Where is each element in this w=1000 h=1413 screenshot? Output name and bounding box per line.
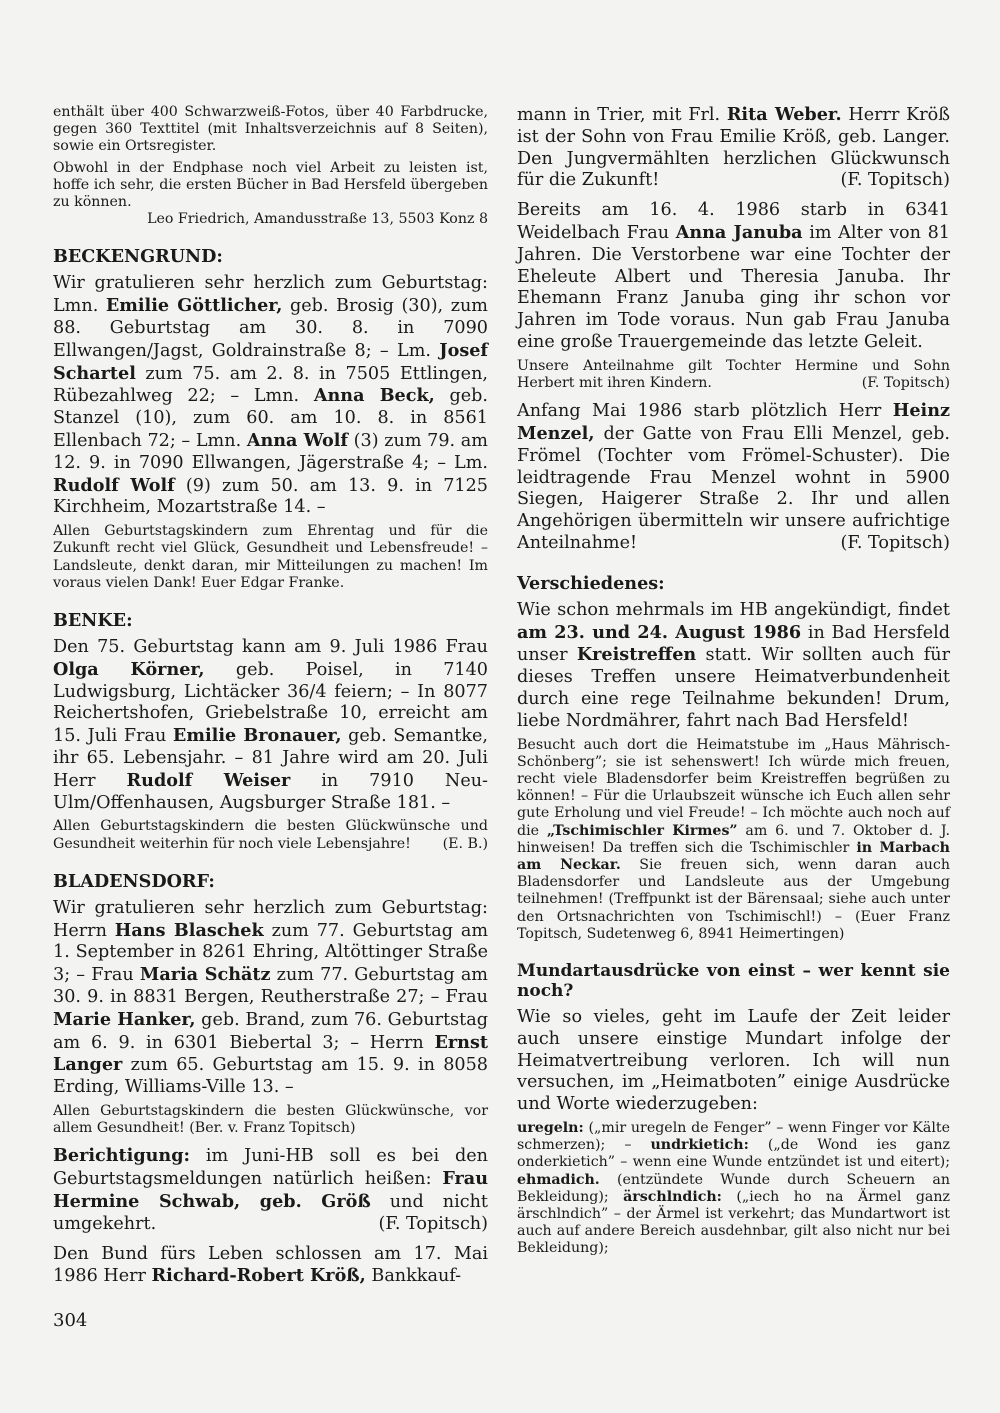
text: zum 77. Geburtstag am 1. September in 8261 Ehring, Altöttinger Straße 3; – Frau — [53, 920, 489, 986]
text: Allen Geburtstagskindern die besten Glückwünsche, vor allem Gesundheit! (Ber. v. Franz Topitsch) — [53, 1102, 488, 1137]
text: Den Bund fürs Leben schlossen am 17. Mai 1986 Herr — [53, 1243, 488, 1287]
text: BECKENGRUND: — [53, 246, 223, 268]
text: Wir gratulieren sehr herzlich zum Geburtstag: Lmn. — [53, 273, 488, 317]
bold-text: Rita Weber. — [726, 104, 842, 125]
text: Sie freuen sich, wenn daran auch Bladensdorfer und Landsleute aus der Umgebung teilnehmen! (Treffpunkt ist der Bärensaal; siehe auch unter den Ortsnachrichten von Tschimischl!) – (Euer Franz Topitsch, Sudetenweg 6, 8941 Heimertingen) — [517, 856, 950, 942]
text: („mir uregeln de Fenger” – wenn Finger vor Kälte schmerzen); – — [517, 1119, 950, 1154]
text: Herrr Kröß ist der Sohn von Frau Emilie Kröß, geb. Langer. Den Jungvermählten herzlichen Glückwunsch für die Zukunft! — [517, 105, 950, 191]
text: zum 75. am 2. 8. in 7505 Ettlingen, Rübezahlweg 22; – Lmn. — [53, 363, 488, 407]
text: geb. Poisel, in 7140 Ludwigsburg, Lichtäcker 36/4 feiern; – In 8077 Reichertshofen, Griebelstraße 10, erreicht am 15. Juli Frau — [53, 659, 488, 747]
paragraph — [53, 1103, 488, 1137]
bold-text: „Tschimischler Kirmes” — [546, 822, 738, 839]
text: geb. Stanzel (10), zum 60. am 10. 8. in 8561 Ellenbach 72; – Lmn. — [53, 386, 489, 451]
bold-text: Berichtigung: — [53, 1145, 191, 1167]
section-heading — [53, 610, 488, 631]
text: mann in Trier, mit Frl. — [517, 105, 727, 125]
text: Wie schon mehrmals im HB angekündigt, findet — [517, 599, 950, 620]
paragraph — [53, 160, 488, 229]
text: Bankkauf- — [365, 1266, 462, 1287]
text: Anfang Mai 1986 starb plötzlich Herr — [517, 401, 893, 422]
text: enthält über 400 Schwarzweiß-Fotos, über 40 Farbdrucke, gegen 360 Texttitel (mit Inhaltsverzeichnis auf 8 Seiten), sowie ein Ortsregister. — [53, 104, 488, 155]
author-signature: (F. Topitsch) — [840, 532, 950, 553]
text: Wie so vieles, geht im Laufe der Zeit leider auch unsere einstige Mundart infolge der Heimatvertreibung verloren. Ich will nun versuchen, im „Heimatboten” einige Ausdrücke und Worte wiederzugeben: — [517, 1006, 950, 1115]
text: am 6. und 7. Oktober d. J. hinweisen! Da treffen sich die Tschimischler — [517, 822, 950, 856]
text: (9) zum 50. am 13. 9. in 7125 Kirchheim, Mozartstraße 14. – — [53, 475, 488, 518]
text: Bereits am 16. 4. 1986 starb in 6341 Weidelbach Frau — [517, 200, 950, 243]
bold-text: Heinz Menzel, — [517, 400, 950, 444]
bold-text: Hans Blaschek — [114, 919, 264, 941]
text: Besucht auch dort die Heimatstube im „Haus Mährisch-Schönberg”; sie ist sehenswert! Ich würde mich freuen, recht viele Bladensdorfer beim Kreistreffen begrüßen zu können! – Für die Urlaubszeit wünsche ich Euch allen sehr gute Erholung und viel Freude! – Ich möchte auch noch auf die — [517, 736, 950, 839]
text: zum 65. Geburtstag am 15. 9. in 8058 Erding, Williams-Ville 13. – — [53, 1055, 488, 1098]
bold-text: Ernst Langer — [53, 1031, 488, 1076]
bold-text: in Marbach am Neckar. — [517, 839, 951, 873]
paragraph — [53, 898, 488, 1099]
bold-text: Anna Januba — [675, 221, 803, 243]
bold-text: Emilie Bronauer, — [172, 725, 342, 747]
bold-text: undrkietich: — [650, 1137, 749, 1154]
author-signature: Leo Friedrich, Amandusstraße 13, 5503 Konz 8 — [147, 211, 488, 228]
bold-text: Anna Beck, — [313, 385, 435, 407]
text: geb. Semantke, ihr 65. Lebensjahr. – 81 Jahre wird am 20. Juli Herr — [53, 726, 488, 791]
bold-text: Kreistreffen — [576, 644, 697, 666]
paragraph — [53, 1244, 488, 1289]
text: (entzündete Wunde durch Scheuern an Bekleidung); — [517, 1171, 950, 1205]
bold-text: Maria Schätz — [139, 964, 271, 986]
text: Den 75. Geburtstag kann am 9. Juli 1986 Frau — [53, 637, 488, 657]
section-heading — [53, 871, 488, 892]
right-column — [517, 104, 950, 1258]
text: Unsere Anteilnahme gilt Tochter Hermine und Sohn Herbert mit ihren Kindern. — [517, 357, 950, 391]
paragraph — [53, 523, 488, 592]
paragraph — [517, 400, 950, 555]
bold-text: Rudolf Weiser — [126, 769, 291, 791]
paragraph — [517, 737, 950, 943]
bold-text: am 23. und 24. August 1986 — [517, 621, 802, 643]
text: Allen Geburtstagskindern die besten Glückwünsche und Gesundheit weiterhin für noch viele Lebensjahre! — [53, 818, 488, 852]
text: geb. Brand, zum 76. Geburtstag am 6. 9. in 6301 Biebertal 3; – Herrn — [53, 1009, 488, 1053]
paragraph — [53, 818, 488, 852]
bold-text: Anna Wolf — [246, 430, 348, 451]
paragraph — [517, 200, 950, 354]
paragraph — [517, 600, 950, 733]
text: in 7910 Neu-Ulm/Offenhausen, Augsburger Straße 181. – — [53, 770, 489, 813]
section-heading — [517, 961, 950, 1001]
text: geb. Brosig (30), zum 88. Geburtstag am 30. 8. in 7090 Ellwangen/Jagst, Goldrainstraße 8; – Lm. — [53, 296, 488, 361]
text: Obwohl in der Endphase noch viel Arbeit zu leisten ist, hoffe ich sehr, die ersten Bücher in Bad Hersfeld übergeben zu können. — [53, 159, 488, 211]
paragraph — [517, 104, 950, 192]
text: BLADENSDORF: — [53, 870, 215, 892]
paragraph — [517, 1120, 950, 1258]
bold-text: ehmadich. — [517, 1171, 600, 1188]
text: (3) zum 79. am 12. 9. in 7090 Ellwangen, Jägerstraße 4; – Lm. — [53, 431, 488, 473]
section-heading — [53, 246, 488, 267]
text: („iech ho na Ärmel ganz ärschlndich” – der Ärmel ist verkehrt; das Mundartwort ist auch auf andere Bereich ausdehnbar, gilt also nicht nur bei Bekleidung); — [517, 1188, 950, 1257]
text: Wir gratulieren sehr herzlich zum Geburtstag: Herrn — [53, 897, 488, 941]
text: in Bad Hersfeld unser — [517, 622, 950, 666]
text: zum 77. Geburtstag am 30. 9. in 8831 Bergen, Reutherstraße 27; – Frau — [53, 965, 488, 1007]
bold-text: Richard-Robert Kröß, — [151, 1265, 366, 1287]
paragraph — [53, 104, 488, 156]
bold-text: ärschlndich: — [623, 1188, 722, 1205]
text: im Alter von 81 Jahren. Die Verstorbene war eine Tochter der Eheleute Albert und Theresia Januba. Ihr Ehemann Franz Januba ging ihr schon vor Jahren im Tode voraus. Nun gab Frau Januba eine große Trauergemeinde das letzte Geleit. — [517, 222, 950, 352]
left-column — [53, 104, 488, 1332]
author-signature: (F. Topitsch) — [840, 170, 950, 191]
text: BENKE: — [53, 610, 133, 631]
paragraph — [517, 1007, 950, 1116]
author-signature: (F. Topitsch) — [378, 1213, 488, 1234]
bold-text: uregeln: — [517, 1119, 584, 1136]
bold-text: Rudolf Wolf — [53, 474, 175, 496]
text: im Juni-HB soll es bei den Geburtstagsmeldungen natürlich heißen: — [53, 1146, 488, 1190]
text: Allen Geburtstagskindern zum Ehrentag und für die Zukunft recht viel Glück, Gesundheit und Lebensfreude! – Landsleute, denkt daran, mir Mitteilungen zu machen! Im voraus vielen Dank! Euer Edgar Franke. — [53, 523, 488, 591]
text: („de Wond ies ganz onderkietich” – wenn eine Wunde entzündet ist und eitert); — [517, 1137, 950, 1171]
section-heading — [517, 573, 950, 594]
author-signature: (F. Topitsch) — [861, 374, 950, 391]
bold-text: Olga Körner, — [53, 658, 205, 680]
text: Verschiedenes: — [517, 572, 665, 594]
page-number: 304 — [53, 1310, 88, 1332]
paragraph — [53, 637, 488, 814]
bold-text: Emilie Göttlicher, — [105, 295, 283, 317]
bold-text: Marie Hanker, — [53, 1008, 196, 1030]
text: Mundartausdrücke von einst – wer kennt sie noch? — [517, 960, 950, 1001]
author-signature: (E. B.) — [442, 835, 488, 852]
bold-text: Frau Hermine Schwab, geb. Größ — [53, 1168, 488, 1212]
bold-text: Josef Schartel — [53, 339, 488, 384]
text: der Gatte von Frau Elli Menzel, geb. Frömel (Tochter vom Frömel-Schuster). Die leidtragende Frau Menzel wohnt in 5900 Siegen, Haigerer Straße 2. Ihr und allen Angehörigen übermitteln wir unsere aufrichtige Anteilnahme! — [517, 423, 950, 553]
text: statt. Wir sollten auch für dieses Treffen unsere Heimatverbundenheit durch eine rege Teilnahme bekunden! Drum, liebe Nordmährer, fahrt nach Bad Hersfeld! — [517, 645, 950, 731]
text: und nicht umgekehrt. — [53, 1191, 488, 1234]
paragraph — [53, 273, 488, 519]
paragraph — [517, 358, 950, 392]
paragraph — [53, 1145, 488, 1235]
